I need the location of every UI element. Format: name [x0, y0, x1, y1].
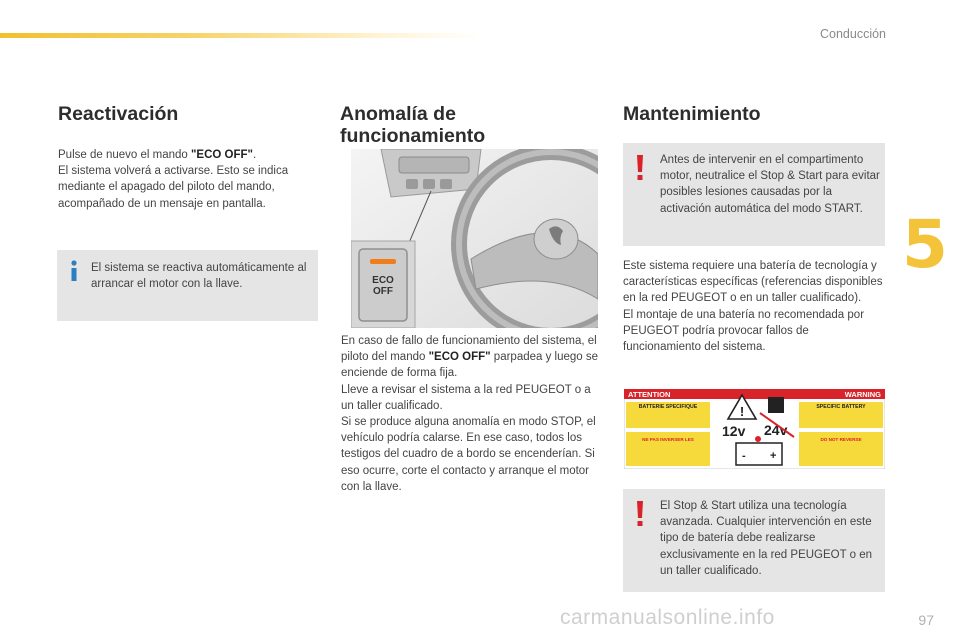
reactivation-line1: Pulse de nuevo el mando [58, 149, 191, 161]
info-icon [67, 260, 81, 282]
anomaly-heading-line1: Anomalía de [340, 103, 456, 125]
warning-box-1 [623, 143, 885, 246]
label-warning: WARNING [844, 390, 881, 399]
anomaly-p1-end: parpadea y luego se enciende de forma fija. [341, 351, 599, 380]
reactivation-line1-end: . [253, 149, 257, 161]
reactivation-line2: El sistema volverá a activarse. Esto se indica mediante el apagado del piloto del mando, acompañado de un mensaje en pantalla. [58, 165, 289, 210]
eco-off-label-2: "ECO OFF" [428, 351, 491, 364]
label-attention: ATTENTION [628, 390, 671, 399]
eco-button-text1: ECO [372, 275, 394, 286]
anomaly-p1: En caso de fallo de funcionamiento del sistema, el piloto del mando [341, 335, 597, 364]
page-number: 97 [918, 612, 934, 628]
section-title: Conducción [819, 27, 886, 41]
label-24v: 24v [764, 422, 788, 438]
warning-text-2: El Stop & Start utiliza una tecnología avanzada. Cualquier intervención en este tipo de batería debe realizarse exclusivamente en la red PEUGEOT o en un taller cualificado. [660, 500, 873, 577]
warning-icon-2 [636, 501, 644, 527]
svg-text:DO NOT REVERSE: DO NOT REVERSE [820, 437, 862, 442]
warning-box-2 [623, 489, 885, 592]
reactivation-text [58, 147, 308, 212]
top-accent-bar [0, 33, 480, 38]
eco-off-label: "ECO OFF" [190, 149, 253, 161]
svg-text:!: ! [739, 404, 745, 419]
battery-warning-label [624, 389, 885, 469]
reactivation-heading: Reactivación [58, 103, 179, 125]
watermark: carmanualsonline.info [560, 606, 775, 629]
label-left-title: BATTERIE SPECIFIQUE [638, 404, 698, 410]
maintenance-p1: Este sistema requiere una batería de tecnología y características específicas (referencias disponibles en la red PEUGEOT o en un taller cualificado). [623, 260, 883, 305]
info-note-text: El sistema se reactiva automáticamente al arrancar el motor con la llave. [91, 262, 307, 291]
chapter-number: 5 [902, 206, 948, 283]
svg-text:+: + [770, 450, 777, 462]
anomaly-text [341, 333, 601, 495]
warning-icon [636, 155, 644, 181]
anomaly-p3: Si se produce alguna anomalía en modo STOP, el vehículo podría calarse. En ese caso, todos los testigos del cuadro de a bordo se encenderían. Si eso ocurre, corte el contacto y arranque el motor con la llave. [341, 416, 596, 493]
label-right-title: SPECIFIC BATTERY [816, 404, 866, 410]
label-12v: 12v [722, 423, 746, 439]
anomaly-heading [340, 103, 485, 147]
info-note-box [57, 250, 318, 321]
svg-text:-: - [742, 450, 746, 462]
dashboard-photo [351, 149, 598, 328]
svg-text:NE PAS INVERSER LES: NE PAS INVERSER LES [642, 437, 694, 442]
maintenance-text [623, 258, 885, 355]
warning-text-1: Antes de intervenir en el compartimento motor, neutralice el Stop & Start para evitar posibles lesiones causadas por la activación automática del modo START. [660, 154, 880, 215]
eco-button-text2: OFF [373, 286, 393, 297]
maintenance-p2: El montaje de una batería no recomendada por PEUGEOT podría provocar fallos de funcionamiento del sistema. [623, 308, 865, 354]
anomaly-p2: Lleve a revisar el sistema a la red PEUGEOT o a un taller cualificado. [341, 383, 591, 412]
anomaly-heading-line2: funcionamiento [340, 125, 486, 147]
steering-wheel-illustration [351, 149, 598, 328]
maintenance-heading: Mantenimiento [623, 103, 761, 125]
